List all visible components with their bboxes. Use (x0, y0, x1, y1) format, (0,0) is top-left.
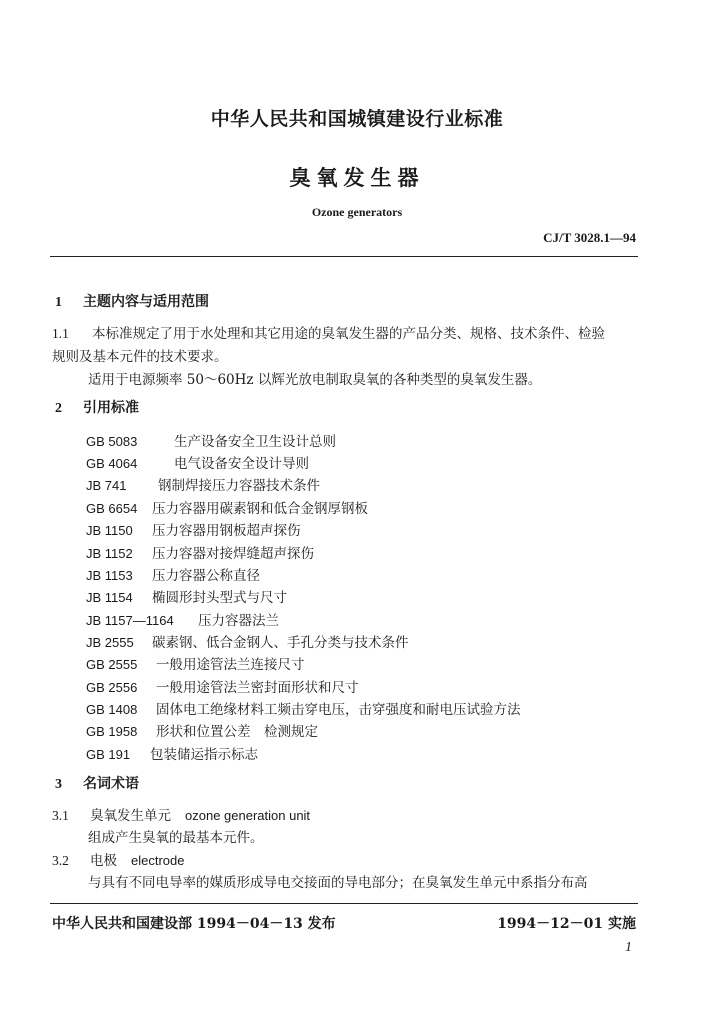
term-en: electrode (131, 853, 185, 868)
reference-code: GB 6654 (86, 501, 138, 516)
term-zh: 臭氧发生单元 (90, 808, 171, 824)
reference-item (86, 631, 409, 651)
clause-text: 本标准规定了用于水处理和其它用途的臭氧发生器的产品分类、规格、技术条件、检验 (92, 326, 605, 342)
reference-item (86, 743, 258, 763)
reference-code: JB 1152 (86, 546, 133, 561)
issue-statement: 中华人民共和国建设部 1994－04－13 发布 (52, 916, 336, 932)
clause-1-1-line1 (52, 322, 605, 342)
reference-code: JB 1157—1164 (86, 613, 174, 628)
term-en: ozone generation unit (185, 808, 311, 823)
clause-number: 1.1 (52, 326, 69, 341)
reference-code: GB 191 (86, 747, 131, 762)
reference-title: 生产设备安全卫生设计总则 (174, 434, 336, 450)
reference-item (86, 452, 309, 472)
reference-title: 压力容器用碳素钢和低合金钢厚钢板 (152, 501, 368, 517)
standard-code: CJ/T 3028.1—94 (543, 230, 636, 245)
footer-divider (50, 903, 638, 904)
reference-code: JB 2555 (86, 635, 134, 650)
section-number: 1 (55, 295, 62, 310)
term-zh: 电极 (90, 853, 117, 869)
section-title: 名词术语 (83, 776, 139, 792)
clause-3-2-term (52, 849, 184, 869)
reference-title: 压力容器公称直径 (152, 568, 260, 584)
clause-3-1-term (52, 804, 310, 824)
effective-statement: 1994－12－01 实施 (497, 916, 636, 932)
reference-item (86, 698, 521, 718)
reference-code: GB 4064 (86, 456, 138, 471)
reference-title: 压力容器法兰 (198, 613, 279, 629)
section-2-heading (55, 397, 139, 417)
reference-title: 包装储运指示标志 (150, 747, 258, 763)
section-number: 2 (55, 401, 62, 416)
reference-item (86, 519, 301, 539)
reference-item (86, 653, 305, 673)
reference-title: 固体电工绝缘材料工频击穿电压，击穿强度和耐电压试验方法 (156, 702, 521, 718)
reference-item (86, 430, 336, 450)
reference-title: 形状和位置公差 检测规定 (156, 724, 318, 740)
reference-item (86, 564, 260, 584)
reference-code: GB 1958 (86, 724, 138, 739)
reference-item (86, 586, 287, 606)
section-number: 3 (55, 777, 62, 792)
reference-item (86, 676, 359, 696)
reference-title: 椭圆形封头型式与尺寸 (152, 590, 287, 606)
reference-item (86, 542, 314, 562)
clause-number: 3.2 (52, 853, 69, 868)
reference-code: GB 2556 (86, 680, 138, 695)
standard-body-title: 中华人民共和国城镇建设行业标准 (210, 108, 504, 130)
reference-title: 压力容器用钢板超声探伤 (152, 523, 301, 539)
section-3-heading (55, 773, 139, 793)
reference-code: GB 2555 (86, 657, 138, 672)
reference-item (86, 497, 368, 517)
section-1-heading (55, 291, 209, 311)
reference-title: 钢制焊接压力容器技术条件 (158, 478, 320, 494)
section-title: 主题内容与适用范围 (83, 294, 209, 310)
clause-3-2-definition: 与具有不同电导率的媒质形成导电交接面的导电部分；在臭氧发生单元中系指分布高 (88, 875, 588, 891)
clause-number: 3.1 (52, 808, 69, 823)
reference-code: JB 1154 (86, 590, 133, 605)
reference-code: JB 1153 (86, 568, 133, 583)
reference-item (86, 720, 318, 740)
reference-title: 一般用途管法兰连接尺寸 (156, 657, 305, 673)
reference-item (86, 474, 320, 494)
document-subtitle: Ozone generators (311, 205, 403, 219)
document-title: 臭氧发生器 (289, 165, 425, 190)
clause-1-1-line3: 适用于电源频率 50～60Hz 以辉光放电制取臭氧的各种类型的臭氧发生器。 (88, 372, 542, 388)
clause-3-1-definition: 组成产生臭氧的最基本元件。 (88, 830, 264, 846)
reference-title: 一般用途管法兰密封面形状和尺寸 (156, 680, 359, 696)
reference-title: 电气设备安全设计导则 (174, 456, 309, 472)
section-title: 引用标准 (83, 400, 139, 416)
clause-1-1-line2: 规则及基本元件的技术要求。 (52, 349, 228, 365)
reference-code: GB 1408 (86, 702, 138, 717)
reference-code: JB 1150 (86, 523, 133, 538)
reference-code: JB 741 (86, 478, 127, 493)
header-divider (50, 256, 638, 257)
reference-item (86, 609, 279, 629)
reference-title: 碳素钢、低合金钢人、手孔分类与技术条件 (152, 635, 409, 651)
page-number: 1 (625, 940, 632, 955)
reference-title: 压力容器对接焊缝超声探伤 (152, 546, 314, 562)
reference-code: GB 5083 (86, 434, 138, 449)
